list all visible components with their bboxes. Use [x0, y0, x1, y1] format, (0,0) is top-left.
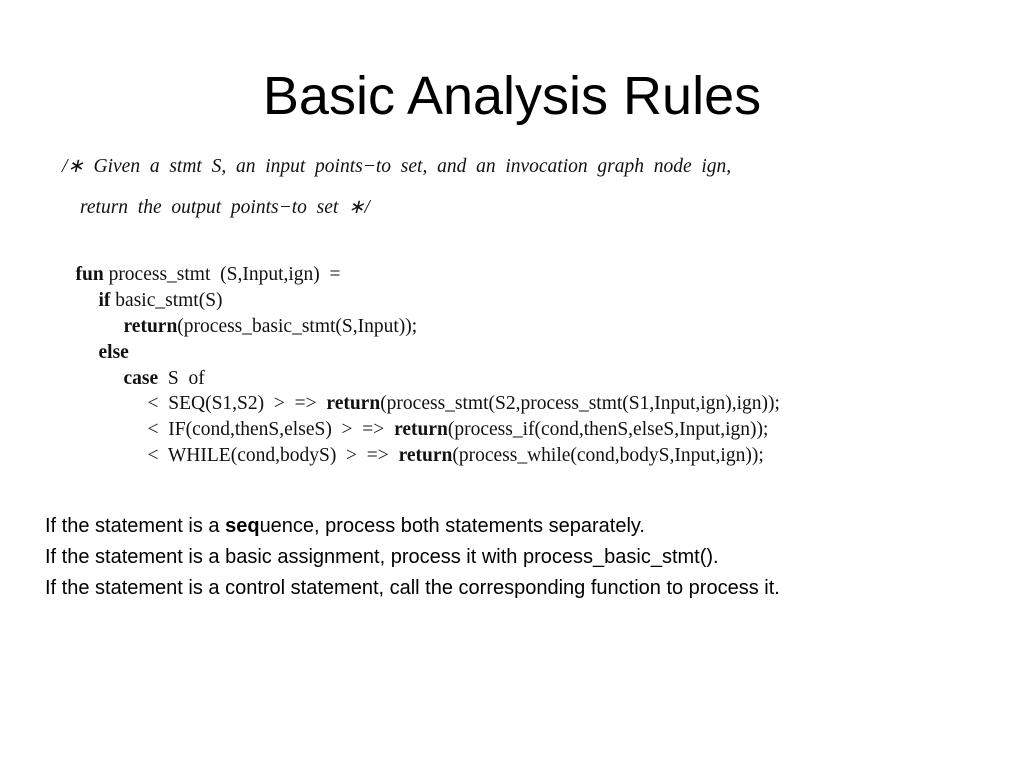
caption-line-1-bold: seq: [225, 515, 260, 537]
keyword-case: case: [123, 368, 159, 389]
keyword-if: if: [98, 290, 111, 311]
keyword-return: return: [394, 419, 448, 440]
caption-line-1-prefix: If the statement is a: [45, 515, 226, 537]
if-condition: basic_stmt(S): [110, 290, 223, 311]
keyword-return: return: [398, 445, 453, 466]
case-subject: S of: [158, 368, 205, 389]
case-seq-expr: (process_stmt(S2,process_stmt(S1,Input,ign),ign));: [380, 393, 780, 414]
return-basic-expr: (process_basic_stmt(S,Input));: [177, 316, 418, 337]
keyword-fun: fun: [75, 264, 104, 285]
case-if-pattern: < IF(cond,thenS,elseS) > =>: [147, 419, 395, 440]
caption-text: [45, 511, 1015, 604]
slide-title: Basic Analysis Rules: [262, 66, 762, 126]
caption-line-sequence: [45, 511, 1015, 542]
case-while-pattern: < WHILE(cond,bodyS) > =>: [147, 445, 399, 466]
case-if-expr: (process_if(cond,thenS,elseS,Input,ign));: [447, 419, 769, 440]
caption-line-control: If the statement is a control statement, call the corresponding function to process it.: [45, 577, 780, 599]
code-comment-line-2: return the output points−to set ∗/: [80, 197, 370, 218]
caption-line-basic: If the statement is a basic assignment, process it with process_basic_stmt().: [45, 546, 719, 568]
keyword-return: return: [326, 393, 381, 414]
keyword-return: return: [123, 316, 178, 337]
case-while-expr: (process_while(cond,bodyS,Input,ign));: [452, 445, 764, 466]
fun-signature: process_stmt (S,Input,ign) =: [103, 264, 341, 285]
code-comment-line-1: /∗ Given a stmt S, an input points−to set, and an invocation graph node ign,: [62, 156, 732, 177]
caption-line-1-suffix: uence, process both statements separately.: [259, 515, 645, 537]
case-seq-pattern: < SEQ(S1,S2) > =>: [147, 393, 327, 414]
code-line-case-while: [128, 423, 764, 489]
keyword-else: else: [98, 342, 129, 363]
